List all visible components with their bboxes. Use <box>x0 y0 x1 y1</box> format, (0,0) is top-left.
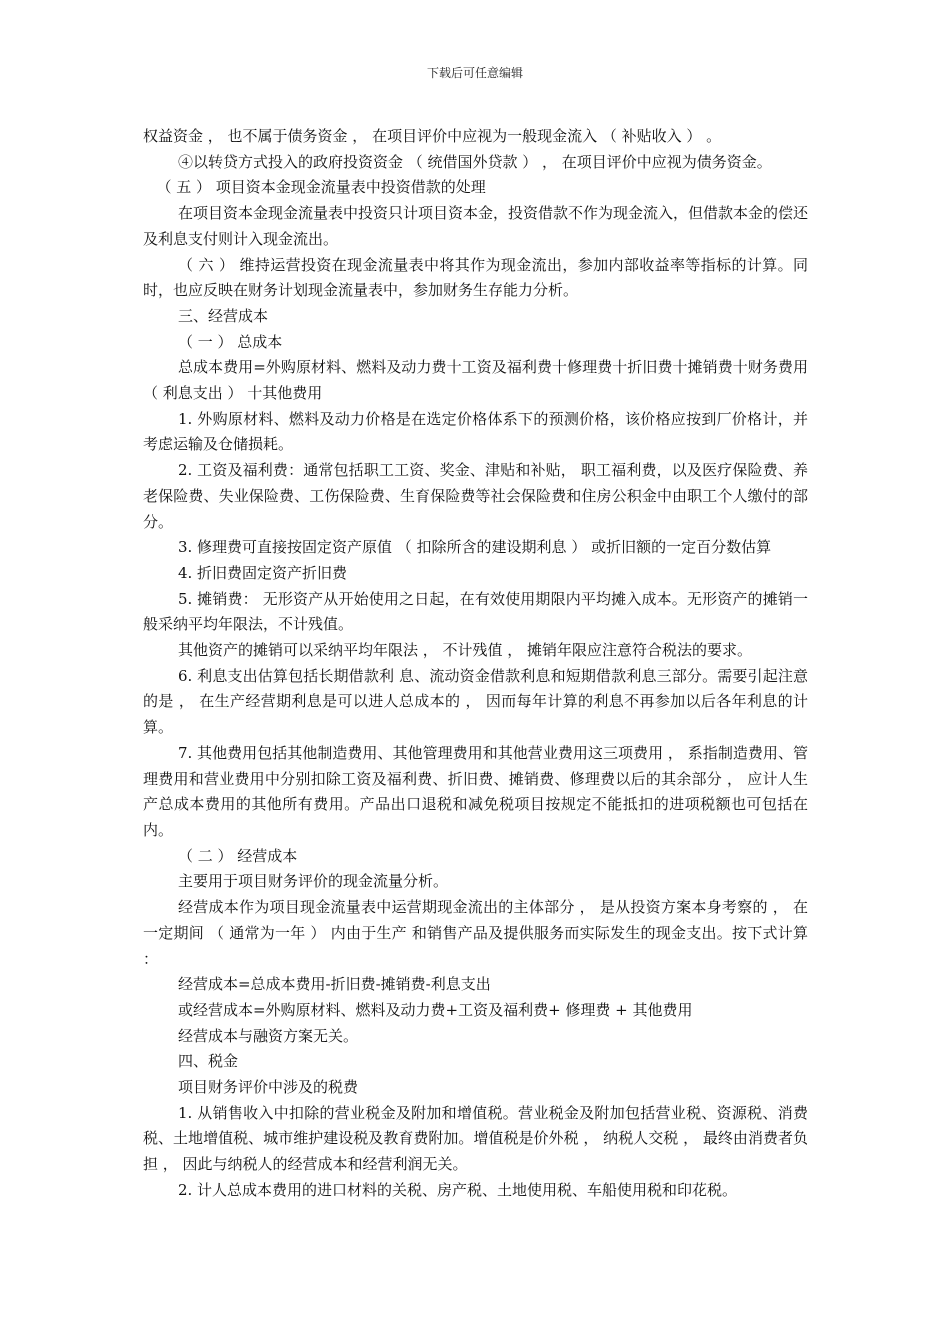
paragraph: 三、经营成本 <box>177 306 268 325</box>
paragraph: 1. 从销售收入中扣除的营业税金及附加和增值税。营业税金及附加包括营业税、资源税、消费税、土地增值税、城市维护建设税及教育费附加。增值税是价外税 ， 纳税人交税 ， 最终由消费者负担 ， 因此与纳税人的经营成本和经营利润无关。 <box>143 1103 808 1174</box>
paragraph: （ 二 ） 经营成本 <box>177 846 298 865</box>
page-header: 下载后可任意编辑 <box>426 66 523 80</box>
paragraph: 3. 修理费可直接按固定资产原值 （ 扣除所含的建设期利息 ） 或折旧额的一定百分数估算 <box>177 538 772 557</box>
paragraph: 在项目资本金现金流量表中投资只计项目资本金，投资借款不作为现金流入，但借款本金的偿还及利息支付则计入现金流出。 <box>143 204 808 248</box>
paragraph: （ 五 ） 项目资本金现金流量表中投资借款的处理 <box>156 178 486 197</box>
paragraph: 项目财务评价中涉及的税费 <box>177 1078 358 1097</box>
paragraph: 6. 利息支出估算包括长期借款利 息、流动资金借款利息和短期借款利息三部分。需要引起注意的是 ， 在生产经营期利息是可以进人总成本的 ， 因而每年计算的利息不再参加以后各年利息的计算。 <box>143 666 808 737</box>
paragraph: 四、税金 <box>177 1052 238 1071</box>
paragraph: 其他资产的摊销可以采纳平均年限法 ， 不计残值 ， 摊销年限应注意符合税法的要求。 <box>177 641 753 660</box>
document-body <box>143 124 808 1204</box>
paragraph: 主要用于项目财务评价的现金流量分析。 <box>177 872 448 891</box>
paragraph: 经营成本作为项目现金流量表中运营期现金流出的主体部分 ， 是从投资方案本身考察的 ， 在一定期间 （ 通常为一年 ） 内由于生产 和销售产品及提供服务而实际发生的现金支出。按下式计算 ： <box>143 898 808 968</box>
paragraph: 5. 摊销费： 无形资产从开始使用之日起，在有效使用期限内平均摊入成本。无形资产的摊销一般采纳平均年限法，不计残值。 <box>143 589 808 634</box>
paragraph: 2. 计人总成本费用的进口材料的关税、房产税、土地使用税、车船使用税和印花税。 <box>177 1180 738 1199</box>
paragraph: （ 一 ） 总成本 <box>177 332 283 351</box>
paragraph: 1. 外购原材料、燃料及动力价格是在选定价格体系下的预测价格，该价格应按到厂价格计，并考虑运输及仓储损耗。 <box>143 409 808 454</box>
paragraph: 总成本费用=外购原材料、燃料及动力费十工资及福利费十修理费十折旧费十摊销费十财务费用 （ 利息支出 ） 十其他费用 <box>143 358 808 403</box>
paragraph: （ 六 ） 维持运营投资在现金流量表中将其作为现金流出，参加内部收益率等指标的计算。同时，也应反映在财务计划现金流量表中，参加财务生存能力分析。 <box>143 255 808 300</box>
paragraph: 经营成本=总成本费用-折旧费-摊销费-利息支出 <box>177 975 491 994</box>
paragraph: 4. 折旧费固定资产折旧费 <box>177 563 348 582</box>
paragraph: ④以转贷方式投入的政府投资资金 （ 统借国外贷款 ） ， 在项目评价中应视为债务资金。 <box>177 152 772 171</box>
paragraph: 7. 其他费用包括其他制造费用、其他管理费用和其他营业费用这三项费用 ， 系指制造费用、管理费用和营业费用中分别扣除工资及福利费、折旧费、摊销费、修理费以后的其余部分 ， 应计人生产总成本费用的其他所有费用。产品出口退税和减免税项目按规定不能抵扣的进项税额也可包括在内。 <box>143 743 808 839</box>
paragraph: 经营成本与融资方案无关。 <box>177 1026 358 1045</box>
paragraph: 或经营成本=外购原材料、燃料及动力费+工资及福利费+ 修理费 + 其他费用 <box>177 1000 693 1019</box>
paragraph: 2. 工资及福利费：通常包括职工工资、奖金、津贴和补贴， 职工福利费，以及医疗保险费、养老保险费、失业保险费、工伤保险费、生育保险费等社会保险费和住房公积金中由职工个人缴付的部分。 <box>143 461 808 531</box>
paragraph: 权益资金 ， 也不属于债务资金 ， 在项目评价中应视为一般现金流入 （ 补贴收入 ） 。 <box>143 127 722 145</box>
